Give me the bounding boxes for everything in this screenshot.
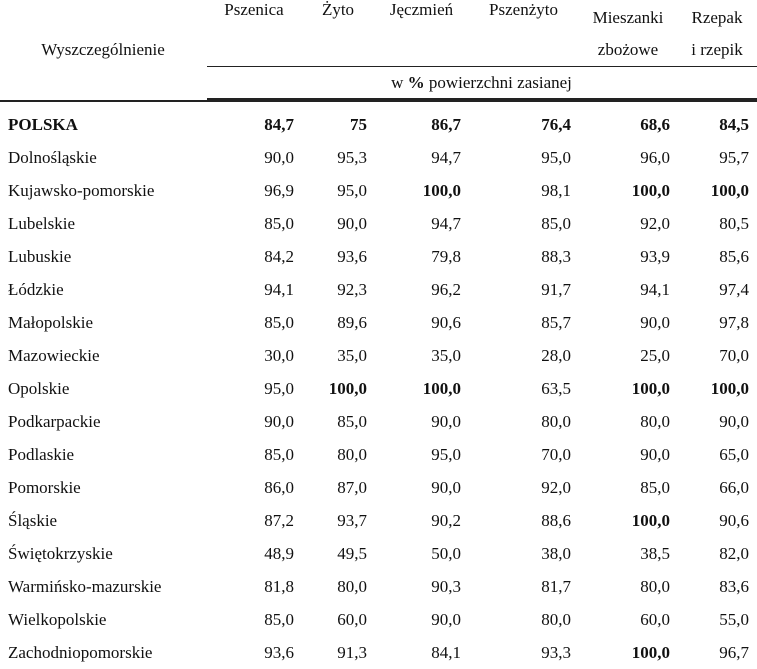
value-cell: 91,7 (541, 279, 571, 299)
table-body (0, 101, 757, 669)
value-cell: 90,0 (431, 411, 461, 431)
value-cell: 85,0 (264, 312, 294, 332)
table-row (0, 141, 757, 174)
value-cell: 90,0 (264, 411, 294, 431)
value-cell: 97,4 (719, 279, 749, 299)
region-name: Dolnośląskie (8, 147, 97, 167)
value-cell: 85,0 (264, 444, 294, 464)
value-cell: 68,6 (640, 114, 670, 134)
table-row (0, 471, 757, 504)
row-header-label: Wyszczególnienie (41, 39, 165, 59)
value-cell: 85,0 (640, 477, 670, 497)
value-cell: 60,0 (337, 609, 367, 629)
value-cell: 94,7 (431, 213, 461, 233)
value-cell: 84,2 (264, 246, 294, 266)
value-cell: 94,7 (431, 147, 461, 167)
value-cell: 96,2 (431, 279, 461, 299)
table-row (0, 101, 757, 141)
region-name: Kujawsko-pomorskie (8, 180, 155, 200)
region-name: Małopolskie (8, 312, 93, 332)
value-cell: 95,3 (337, 147, 367, 167)
value-cell: 80,0 (640, 411, 670, 431)
value-cell: 85,6 (719, 246, 749, 266)
value-cell: 100,0 (422, 378, 461, 398)
region-name: Opolskie (8, 378, 70, 398)
value-cell: 88,6 (541, 510, 571, 530)
table-row (0, 405, 757, 438)
value-cell: 100,0 (422, 180, 461, 200)
value-cell: 55,0 (719, 609, 749, 629)
value-cell: 38,5 (640, 543, 670, 563)
value-cell: 96,9 (264, 180, 294, 200)
value-cell: 86,7 (431, 114, 461, 134)
value-cell: 87,2 (264, 510, 294, 530)
value-cell: 96,7 (719, 642, 749, 662)
table-row (0, 504, 757, 537)
value-cell: 90,0 (431, 477, 461, 497)
value-cell: 49,5 (337, 543, 367, 563)
region-name: Lubelskie (8, 213, 76, 233)
value-cell: 85,0 (264, 609, 294, 629)
value-cell: 97,8 (719, 312, 749, 332)
table-row (0, 603, 757, 636)
value-cell: 25,0 (640, 345, 670, 365)
region-name: Warmińsko-mazurskie (8, 576, 162, 596)
value-cell: 90,3 (431, 576, 461, 596)
value-cell: 88,3 (541, 246, 571, 266)
region-name: POLSKA (8, 114, 78, 134)
table-row (0, 240, 757, 273)
value-cell: 92,0 (541, 477, 571, 497)
value-cell: 76,4 (541, 114, 571, 134)
value-cell: 95,0 (541, 147, 571, 167)
table-row (0, 207, 757, 240)
value-cell: 81,7 (541, 576, 571, 596)
region-name: Śląskie (8, 510, 58, 530)
value-cell: 91,3 (337, 642, 367, 662)
value-cell: 90,6 (719, 510, 749, 530)
value-cell: 90,0 (640, 444, 670, 464)
value-cell: 60,0 (640, 609, 670, 629)
region-name: Pomorskie (8, 477, 81, 497)
value-cell: 83,6 (719, 576, 749, 596)
value-cell: 65,0 (719, 444, 749, 464)
value-cell: 63,5 (541, 378, 571, 398)
value-cell: 93,7 (337, 510, 367, 530)
region-name: Świętokrzyskie (8, 543, 113, 563)
value-cell: 79,8 (431, 246, 461, 266)
table-row (0, 438, 757, 471)
column-header-pszenzyto: Pszenżyto (489, 0, 558, 19)
value-cell: 89,6 (337, 312, 367, 332)
value-cell: 90,2 (431, 510, 461, 530)
value-cell: 80,0 (640, 576, 670, 596)
value-cell: 48,9 (264, 543, 294, 563)
value-cell: 80,0 (541, 609, 571, 629)
value-cell: 93,3 (541, 642, 571, 662)
value-cell: 80,0 (337, 444, 367, 464)
region-name: Mazowieckie (8, 345, 100, 365)
column-header-zyto: Żyto (321, 0, 355, 19)
value-cell: 84,1 (431, 642, 461, 662)
table-row (0, 372, 757, 405)
value-cell: 92,3 (337, 279, 367, 299)
value-cell: 100,0 (631, 378, 670, 398)
region-name: Łódzkie (8, 279, 64, 299)
value-cell: 35,0 (431, 345, 461, 365)
value-cell: 93,6 (264, 642, 294, 662)
value-cell: 95,0 (337, 180, 367, 200)
region-name: Podlaskie (8, 444, 75, 464)
value-cell: 93,6 (337, 246, 367, 266)
value-cell: 66,0 (719, 477, 749, 497)
value-cell: 100,0 (328, 378, 367, 398)
value-cell: 84,5 (719, 114, 749, 134)
value-cell: 90,6 (431, 312, 461, 332)
value-cell: 90,0 (431, 609, 461, 629)
value-cell: 50,0 (431, 543, 461, 563)
region-name: Zachodniopomorskie (8, 642, 153, 662)
value-cell: 80,0 (541, 411, 571, 431)
table-row (0, 174, 757, 207)
column-header-rzepak: Rzepak i rzepik (691, 8, 743, 59)
value-cell: 94,1 (640, 279, 670, 299)
value-cell: 85,0 (337, 411, 367, 431)
value-cell: 95,0 (431, 444, 461, 464)
table-row (0, 339, 757, 372)
value-cell: 100,0 (631, 642, 670, 662)
value-cell: 80,5 (719, 213, 749, 233)
table-row (0, 537, 757, 570)
value-cell: 84,7 (264, 114, 294, 134)
value-cell: 94,1 (264, 279, 294, 299)
value-cell: 90,0 (640, 312, 670, 332)
value-cell: 35,0 (337, 345, 367, 365)
value-cell: 87,0 (337, 477, 367, 497)
value-cell: 85,0 (264, 213, 294, 233)
value-cell: 93,9 (640, 246, 670, 266)
value-cell: 82,0 (719, 543, 749, 563)
value-cell: 85,0 (541, 213, 571, 233)
value-cell: 75 (350, 114, 367, 134)
value-cell: 100,0 (710, 180, 749, 200)
value-cell: 81,8 (264, 576, 294, 596)
column-header-jeczmien: Jęczmień (389, 0, 454, 19)
region-name: Lubuskie (8, 246, 72, 266)
value-cell: 86,0 (264, 477, 294, 497)
value-cell: 100,0 (631, 180, 670, 200)
value-cell: 90,0 (264, 147, 294, 167)
table-row (0, 570, 757, 603)
value-cell: 96,0 (640, 147, 670, 167)
value-cell: 80,0 (337, 576, 367, 596)
value-cell: 92,0 (640, 213, 670, 233)
value-cell: 100,0 (631, 510, 670, 530)
value-cell: 28,0 (541, 345, 571, 365)
value-cell: 90,0 (719, 411, 749, 431)
value-cell: 95,0 (264, 378, 294, 398)
value-cell: 100,0 (710, 378, 749, 398)
table-row (0, 273, 757, 306)
region-name: Wielkopolskie (8, 609, 107, 629)
value-cell: 90,0 (337, 213, 367, 233)
value-cell: 30,0 (264, 345, 294, 365)
column-header-mieszanki: Mieszanki zbożowe (592, 8, 664, 59)
value-cell: 70,0 (541, 444, 571, 464)
region-name: Podkarpackie (8, 411, 101, 431)
value-cell: 98,1 (541, 180, 571, 200)
value-cell: 85,7 (541, 312, 571, 332)
value-cell: 70,0 (719, 345, 749, 365)
table-row (0, 636, 757, 669)
table-row (0, 306, 757, 339)
unit-label: w % powierzchni zasianej (207, 67, 757, 100)
value-cell: 38,0 (541, 543, 571, 563)
column-header-pszenica: Pszenica (224, 0, 284, 19)
value-cell: 95,7 (719, 147, 749, 167)
